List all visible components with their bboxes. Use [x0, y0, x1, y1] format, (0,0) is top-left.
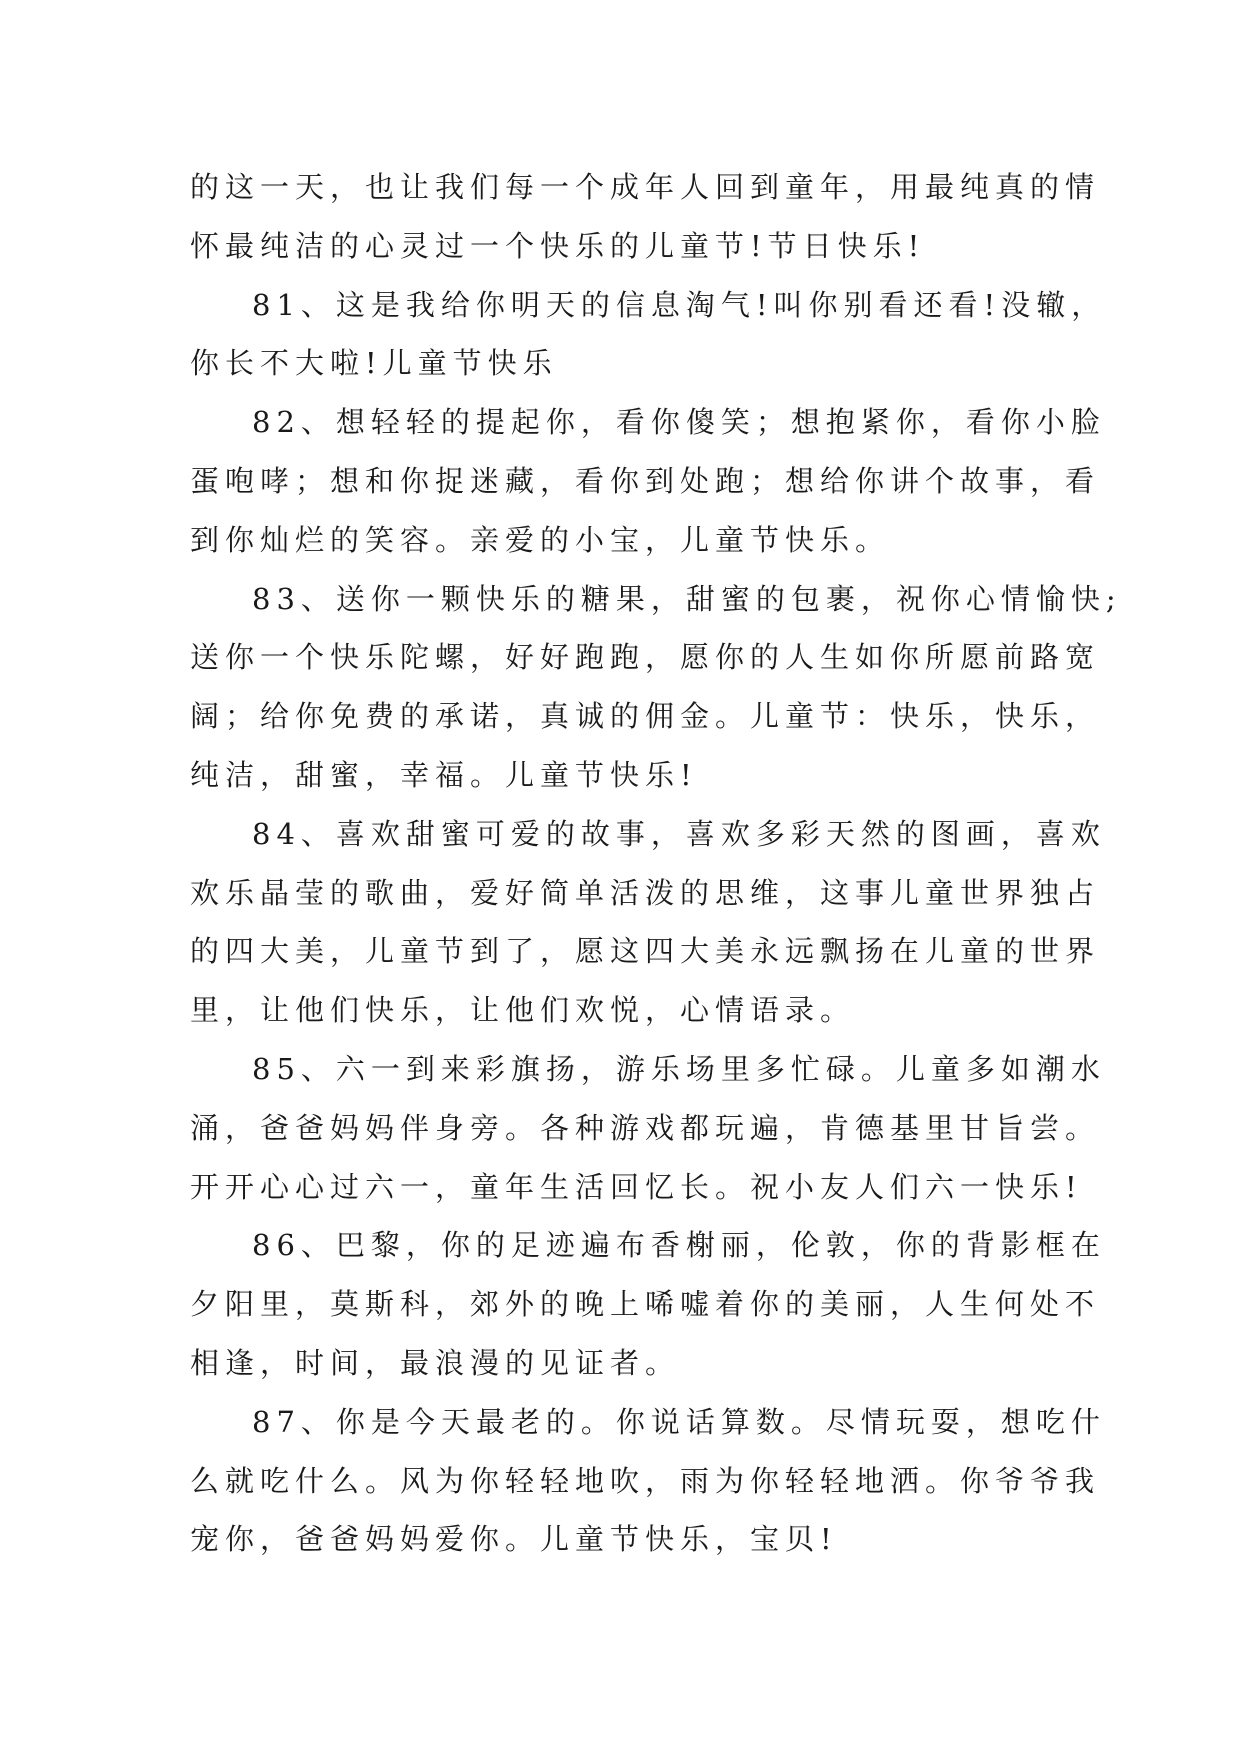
text-line: 么就吃什么。风为你轻轻地吹，雨为你轻轻地洒。你爷爷我	[190, 1463, 1101, 1498]
text-line: 怀最纯洁的心灵过一个快乐的儿童节!节日快乐!	[190, 228, 926, 263]
text-line: 相逢，时间，最浪漫的见证者。	[190, 1345, 681, 1380]
text-line: 纯洁，甜蜜，幸福。儿童节快乐!	[190, 757, 698, 792]
text-line: 宠你，爸爸妈妈爱你。儿童节快乐，宝贝!	[190, 1522, 838, 1557]
text-line: 的四大美，儿童节到了，愿这四大美永远飘扬在儿童的世界	[190, 934, 1101, 969]
text-line: 的这一天，也让我们每一个成年人回到童年，用最纯真的情	[190, 170, 1101, 204]
document-page	[190, 158, 1122, 1569]
text-line: 里，让他们快乐，让他们欢悦，心情语录。	[190, 993, 856, 1028]
text-line: 涌，爸爸妈妈伴身旁。各种游戏都玩遍，肯德基里甘旨尝。	[190, 1110, 1101, 1145]
paragraph-81-start: 81、这是我给你明天的信息淘气!叫你别看还看!没辙，	[252, 287, 1107, 322]
text-line: 送你一个快乐陀螺，好好跑跑，愿你的人生如你所愿前路宽	[190, 640, 1101, 675]
paragraph-85-start: 85、六一到来彩旗扬，游乐场里多忙碌。儿童多如潮水	[252, 1051, 1106, 1086]
text-line: 欢乐晶莹的歌曲，爱好简单活泼的思维，这事儿童世界独占	[190, 875, 1101, 910]
paragraph-83-start: 83、送你一颗快乐的糖果，甜蜜的包裹，祝你心情愉快;	[252, 581, 1122, 616]
paragraph-82-start: 82、想轻轻的提起你，看你傻笑；想抱紧你，看你小脸	[252, 405, 1106, 440]
paragraph-86-start: 86、巴黎，你的足迹遍布香榭丽，伦敦，你的背影框在	[252, 1228, 1106, 1263]
paragraph-84-start: 84、喜欢甜蜜可爱的故事，喜欢多彩天然的图画，喜欢	[252, 816, 1106, 851]
text-line: 阔；给你免费的承诺，真诚的佣金。儿童节：快乐，快乐，	[190, 699, 1101, 734]
text-line: 开开心心过六一，童年生活回忆长。祝小友人们六一快乐!	[190, 1169, 1083, 1204]
paragraph-87-start: 87、你是今天最老的。你说话算数。尽情玩耍，想吃什	[252, 1404, 1106, 1439]
text-line: 蛋咆哮；想和你捉迷藏，看你到处跑；想给你讲个故事，看	[190, 463, 1101, 498]
text-line: 你长不大啦!儿童节快乐	[190, 346, 558, 381]
text-line: 到你灿烂的笑容。亲爱的小宝，儿童节快乐。	[190, 522, 891, 557]
text-line: 夕阳里，莫斯科，郊外的晚上唏嘘着你的美丽，人生何处不	[190, 1287, 1101, 1322]
